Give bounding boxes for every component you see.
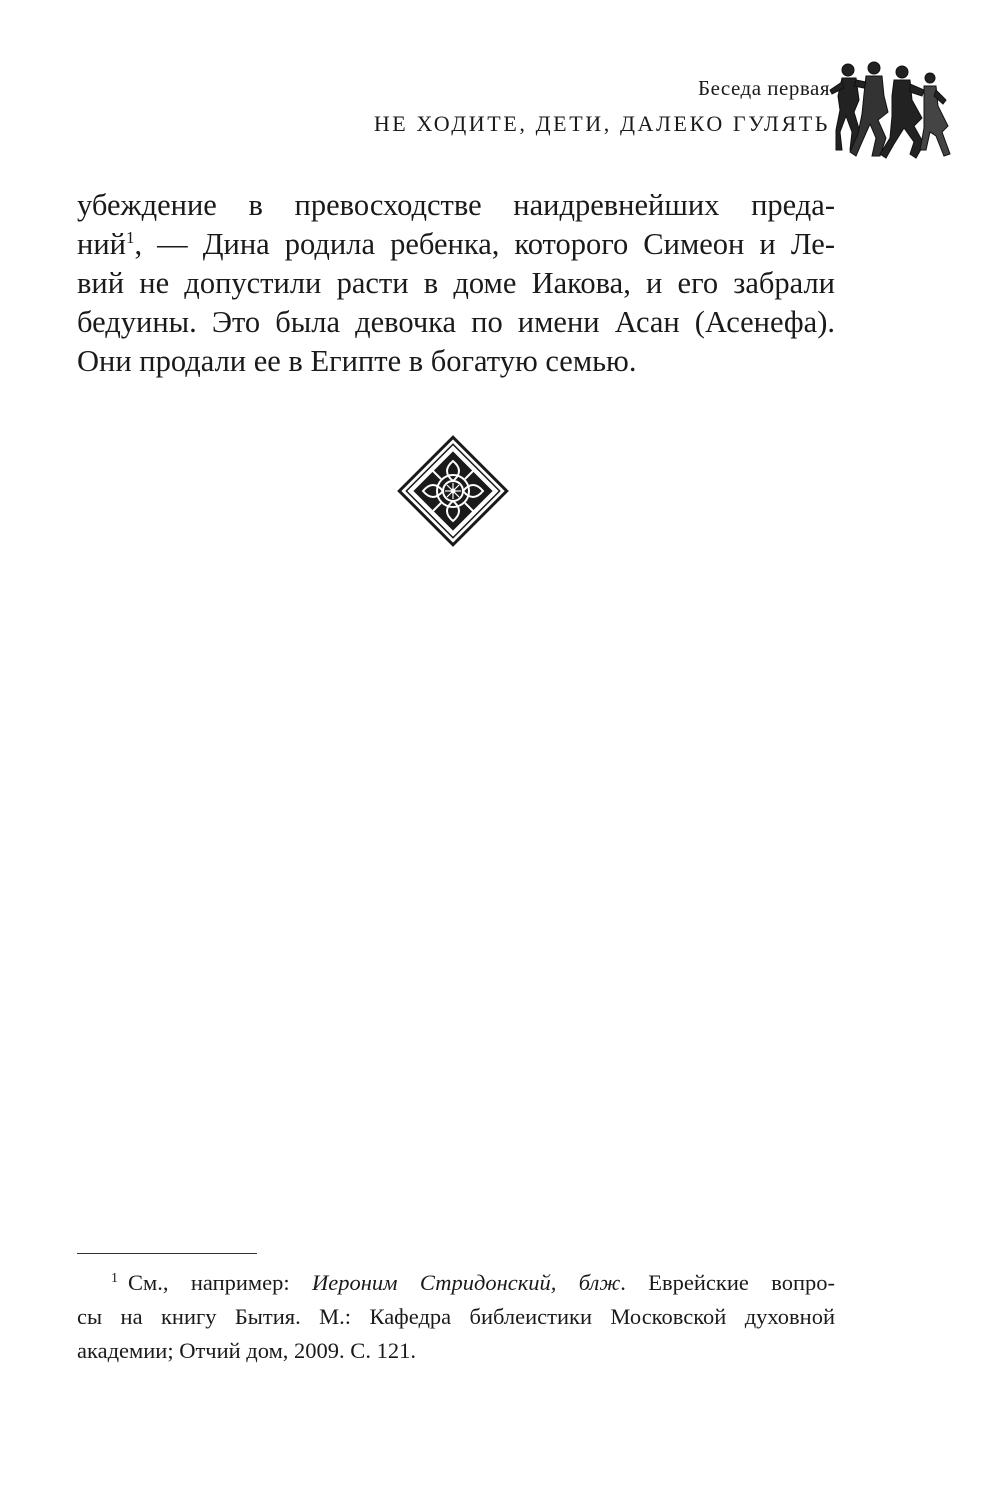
text-line: бедуины. Это была девочка по имени Асан (Асенефа).: [77, 305, 835, 339]
footnote: [77, 1266, 835, 1368]
main-paragraph: [77, 186, 835, 381]
footnote-line: сы на книгу Бытия. М.: Кафедра библеистики Московской духовной: [77, 1304, 835, 1329]
text-fragment: , — Дина родила ребенка, которого Симеон и Ле-: [134, 227, 835, 261]
running-head: [374, 78, 830, 135]
text-fragment: ний: [77, 227, 126, 261]
text-line: Они продали ее в Египте в богатую семью.: [77, 344, 637, 378]
footnote-mark: 1: [111, 1270, 118, 1286]
text-line: вий не допустили расти в доме Иакова, и его забрали: [77, 266, 835, 300]
footnote-reference[interactable]: 1: [125, 227, 135, 247]
text-line: [77, 225, 835, 264]
footnote-line: [77, 1266, 835, 1300]
footnote-line: академии; Отчий дом, 2009. С. 121.: [77, 1338, 416, 1363]
footnote-title: . Еврейские вопро-: [620, 1270, 835, 1295]
footnote-rule: [77, 1253, 257, 1254]
chapter-title: НЕ ХОДИТЕ, ДЕТИ, ДАЛЕКО ГУЛЯТЬ: [373, 111, 830, 136]
ornament-icon: [397, 435, 509, 547]
text-line: убеждение в превосходстве наидревнейших преда-: [77, 188, 835, 222]
dancing-figures-emblem: [826, 60, 952, 166]
section-label: Беседа первая: [698, 76, 830, 100]
footnote-author: Иероним Стридонский, блж: [312, 1270, 621, 1295]
footnote-prefix: См., например:: [128, 1270, 313, 1295]
